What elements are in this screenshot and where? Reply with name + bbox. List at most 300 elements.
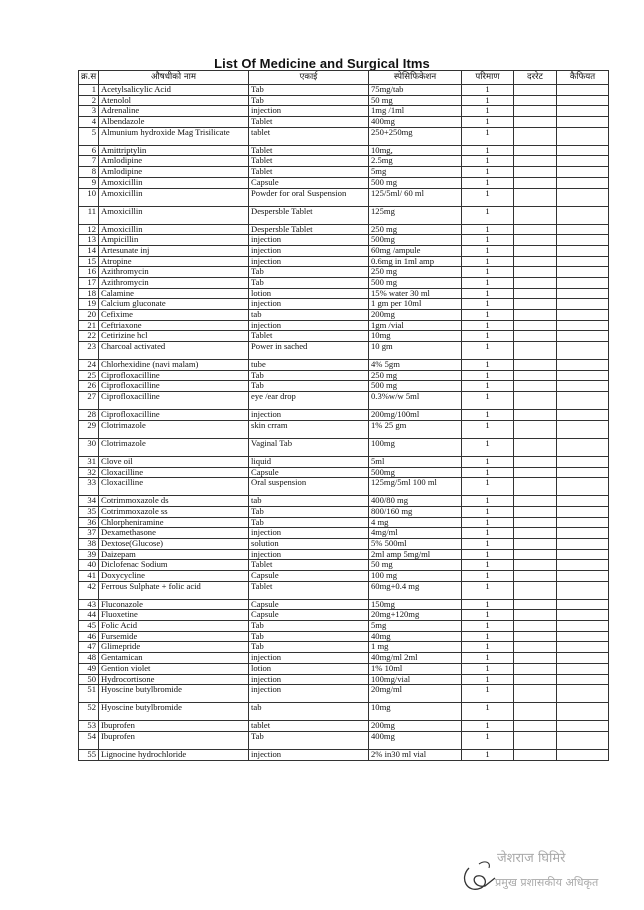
table-row <box>79 360 609 371</box>
row-specification: 10 gm <box>369 342 462 360</box>
row-quantity: 1 <box>462 381 514 392</box>
table-row <box>79 560 609 571</box>
row-sn: 26 <box>79 381 99 392</box>
row-sn: 43 <box>79 599 99 610</box>
row-quantity: 1 <box>462 456 514 467</box>
row-unit: Tablet <box>249 581 369 599</box>
row-medicine-name: Amlodipine <box>99 156 249 167</box>
row-medicine-name: Hyoscine butylbromide <box>99 703 249 721</box>
row-medicine-name: Ciprofloxacilline <box>99 392 249 410</box>
row-medicine-name: Ibuprofen <box>99 721 249 732</box>
row-remarks <box>557 127 609 145</box>
row-specification: 15% water 30 ml <box>369 288 462 299</box>
row-unit: Tablet <box>249 117 369 128</box>
row-remarks <box>557 95 609 106</box>
row-unit: tab <box>249 496 369 507</box>
row-sn: 54 <box>79 731 99 749</box>
row-unit: injection <box>249 320 369 331</box>
row-quantity: 1 <box>462 538 514 549</box>
row-sn: 39 <box>79 549 99 560</box>
row-specification: 800/160 mg <box>369 506 462 517</box>
row-unit: tablet <box>249 127 369 145</box>
row-medicine-name: Amoxicillin <box>99 224 249 235</box>
row-specification: 10mg <box>369 331 462 342</box>
table-row <box>79 342 609 360</box>
row-specification: 500 mg <box>369 277 462 288</box>
row-remarks <box>557 528 609 539</box>
row-unit: Capsule <box>249 467 369 478</box>
row-sn: 35 <box>79 506 99 517</box>
row-unit: Tab <box>249 517 369 528</box>
row-unit: Tablet <box>249 156 369 167</box>
row-unit: Tab <box>249 370 369 381</box>
row-remarks <box>557 167 609 178</box>
row-medicine-name: Artesunate inj <box>99 245 249 256</box>
row-remarks <box>557 256 609 267</box>
row-specification: 2% in30 ml vial <box>369 749 462 760</box>
row-specification: 50 mg <box>369 560 462 571</box>
row-unit: Capsule <box>249 599 369 610</box>
row-sn: 33 <box>79 478 99 496</box>
table-body <box>79 85 609 761</box>
row-unit: injection <box>249 410 369 421</box>
row-rate <box>514 703 557 721</box>
row-quantity: 1 <box>462 288 514 299</box>
table-row <box>79 224 609 235</box>
row-remarks <box>557 277 609 288</box>
table-row <box>79 581 609 599</box>
table-row <box>79 496 609 507</box>
row-specification: 500 mg <box>369 177 462 188</box>
row-medicine-name: Doxycycline <box>99 571 249 582</box>
row-unit: Tab <box>249 642 369 653</box>
row-unit: Tab <box>249 506 369 517</box>
row-remarks <box>557 663 609 674</box>
row-rate <box>514 267 557 278</box>
row-remarks <box>557 288 609 299</box>
row-sn: 52 <box>79 703 99 721</box>
row-rate <box>514 571 557 582</box>
row-medicine-name: Daizepam <box>99 549 249 560</box>
row-rate <box>514 517 557 528</box>
table-row <box>79 506 609 517</box>
row-quantity: 1 <box>462 599 514 610</box>
row-quantity: 1 <box>462 731 514 749</box>
row-quantity: 1 <box>462 749 514 760</box>
row-quantity: 1 <box>462 478 514 496</box>
row-rate <box>514 467 557 478</box>
row-remarks <box>557 749 609 760</box>
signature-line-1: जेशराज घिमिरे <box>497 851 566 866</box>
row-rate <box>514 438 557 456</box>
row-remarks <box>557 506 609 517</box>
header-remarks: कैफियत <box>557 71 609 85</box>
row-remarks <box>557 299 609 310</box>
row-remarks <box>557 145 609 156</box>
row-rate <box>514 410 557 421</box>
row-specification: 75mg/tab <box>369 85 462 96</box>
row-remarks <box>557 538 609 549</box>
row-rate <box>514 299 557 310</box>
table-row <box>79 381 609 392</box>
row-sn: 3 <box>79 106 99 117</box>
row-rate <box>514 177 557 188</box>
row-unit: Tab <box>249 85 369 96</box>
row-quantity: 1 <box>462 310 514 321</box>
row-rate <box>514 721 557 732</box>
header-unit: एकाई <box>249 71 369 85</box>
row-rate <box>514 156 557 167</box>
row-remarks <box>557 235 609 246</box>
row-rate <box>514 456 557 467</box>
row-remarks <box>557 410 609 421</box>
row-rate <box>514 167 557 178</box>
row-medicine-name: Hydrocortisone <box>99 674 249 685</box>
table-row <box>79 370 609 381</box>
row-specification: 125/5ml/ 60 ml <box>369 188 462 206</box>
row-quantity: 1 <box>462 320 514 331</box>
row-specification: 250 mg <box>369 267 462 278</box>
row-specification: 0.3%w/w 5ml <box>369 392 462 410</box>
row-medicine-name: Diclofenac Sodium <box>99 560 249 571</box>
row-medicine-name: Gention violet <box>99 663 249 674</box>
row-medicine-name: Ciprofloxacilline <box>99 410 249 421</box>
row-medicine-name: Atropine <box>99 256 249 267</box>
table-row <box>79 538 609 549</box>
table-row <box>79 256 609 267</box>
row-sn: 2 <box>79 95 99 106</box>
row-unit: Tablet <box>249 560 369 571</box>
row-medicine-name: Folic Acid <box>99 621 249 632</box>
row-unit: injection <box>249 674 369 685</box>
row-rate <box>514 685 557 703</box>
row-sn: 42 <box>79 581 99 599</box>
row-medicine-name: Ampicillin <box>99 235 249 246</box>
row-specification: 10mg <box>369 703 462 721</box>
table-row <box>79 206 609 224</box>
row-quantity: 1 <box>462 642 514 653</box>
row-rate <box>514 245 557 256</box>
row-quantity: 1 <box>462 581 514 599</box>
row-medicine-name: Chlorhexidine (navi malam) <box>99 360 249 371</box>
header-rate: दररेट <box>514 71 557 85</box>
row-rate <box>514 320 557 331</box>
row-medicine-name: Acetylsalicylic Acid <box>99 85 249 96</box>
row-specification: 5ml <box>369 456 462 467</box>
row-remarks <box>557 721 609 732</box>
row-remarks <box>557 731 609 749</box>
row-remarks <box>557 703 609 721</box>
row-quantity: 1 <box>462 653 514 664</box>
row-quantity: 1 <box>462 621 514 632</box>
row-specification: 1gm /vial <box>369 320 462 331</box>
row-remarks <box>557 360 609 371</box>
row-remarks <box>557 206 609 224</box>
row-remarks <box>557 188 609 206</box>
row-specification: 400mg <box>369 117 462 128</box>
row-specification: 500mg <box>369 467 462 478</box>
row-sn: 50 <box>79 674 99 685</box>
table-row <box>79 127 609 145</box>
row-remarks <box>557 456 609 467</box>
table-row <box>79 188 609 206</box>
row-remarks <box>557 560 609 571</box>
row-specification: 2ml amp 5mg/ml <box>369 549 462 560</box>
row-rate <box>514 631 557 642</box>
table-row <box>79 95 609 106</box>
row-sn: 13 <box>79 235 99 246</box>
row-sn: 5 <box>79 127 99 145</box>
row-remarks <box>557 320 609 331</box>
row-quantity: 1 <box>462 106 514 117</box>
row-medicine-name: Amoxicillin <box>99 177 249 188</box>
row-specification: 100mg/vial <box>369 674 462 685</box>
table-row <box>79 420 609 438</box>
row-rate <box>514 256 557 267</box>
row-remarks <box>557 478 609 496</box>
table-row <box>79 631 609 642</box>
row-quantity: 1 <box>462 410 514 421</box>
row-rate <box>514 127 557 145</box>
table-row <box>79 610 609 621</box>
row-remarks <box>557 245 609 256</box>
row-remarks <box>557 642 609 653</box>
row-sn: 11 <box>79 206 99 224</box>
row-remarks <box>557 610 609 621</box>
row-quantity: 1 <box>462 703 514 721</box>
row-unit: injection <box>249 528 369 539</box>
row-specification: 4 mg <box>369 517 462 528</box>
row-quantity: 1 <box>462 360 514 371</box>
row-sn: 55 <box>79 749 99 760</box>
row-quantity: 1 <box>462 560 514 571</box>
row-quantity: 1 <box>462 117 514 128</box>
row-specification: 200mg <box>369 721 462 732</box>
row-unit: liquid <box>249 456 369 467</box>
row-rate <box>514 188 557 206</box>
row-rate <box>514 581 557 599</box>
row-unit: Tab <box>249 277 369 288</box>
row-sn: 28 <box>79 410 99 421</box>
row-unit: lotion <box>249 663 369 674</box>
row-rate <box>514 749 557 760</box>
page-title: List Of Medicine and Surgical Itms <box>214 56 430 71</box>
row-quantity: 1 <box>462 145 514 156</box>
row-unit: Tab <box>249 267 369 278</box>
row-specification: 1mg /1ml <box>369 106 462 117</box>
row-quantity: 1 <box>462 206 514 224</box>
table-row <box>79 310 609 321</box>
row-sn: 29 <box>79 420 99 438</box>
table-row <box>79 85 609 96</box>
row-sn: 37 <box>79 528 99 539</box>
table-row <box>79 517 609 528</box>
row-sn: 22 <box>79 331 99 342</box>
row-specification: 60mg+0.4 mg <box>369 581 462 599</box>
row-remarks <box>557 685 609 703</box>
row-unit: Power in sached <box>249 342 369 360</box>
row-unit: solution <box>249 538 369 549</box>
table-row <box>79 410 609 421</box>
row-sn: 7 <box>79 156 99 167</box>
table-row <box>79 685 609 703</box>
row-sn: 14 <box>79 245 99 256</box>
row-quantity: 1 <box>462 188 514 206</box>
table-row <box>79 156 609 167</box>
row-unit: lotion <box>249 288 369 299</box>
row-remarks <box>557 420 609 438</box>
row-quantity: 1 <box>462 245 514 256</box>
row-rate <box>514 599 557 610</box>
row-sn: 47 <box>79 642 99 653</box>
row-remarks <box>557 106 609 117</box>
table-row <box>79 167 609 178</box>
signature-graphic <box>455 838 644 900</box>
row-medicine-name: Dexamethasone <box>99 528 249 539</box>
row-medicine-name: Almunium hydroxide Mag Trisilicate <box>99 127 249 145</box>
row-unit: Tab <box>249 381 369 392</box>
row-medicine-name: Amoxicillin <box>99 206 249 224</box>
row-unit: Despersble Tablet <box>249 224 369 235</box>
row-specification: 4% 5gm <box>369 360 462 371</box>
row-specification: 1 gm per 10ml <box>369 299 462 310</box>
row-medicine-name: Cefixime <box>99 310 249 321</box>
table-row <box>79 145 609 156</box>
row-medicine-name: Cloxacilline <box>99 467 249 478</box>
row-medicine-name: Charcoal activated <box>99 342 249 360</box>
table-row <box>79 277 609 288</box>
row-unit: injection <box>249 245 369 256</box>
row-remarks <box>557 331 609 342</box>
row-remarks <box>557 85 609 96</box>
row-medicine-name: Adrenaline <box>99 106 249 117</box>
row-medicine-name: Cetirizine hcl <box>99 331 249 342</box>
row-specification: 2.5mg <box>369 156 462 167</box>
row-remarks <box>557 156 609 167</box>
signature-line-2: प्रमुख प्रशासकीय अधिकृत <box>495 876 599 889</box>
row-medicine-name: Clove oil <box>99 456 249 467</box>
row-specification: 4mg/ml <box>369 528 462 539</box>
row-sn: 46 <box>79 631 99 642</box>
row-remarks <box>557 224 609 235</box>
table-row <box>79 642 609 653</box>
table-row <box>79 331 609 342</box>
row-rate <box>514 621 557 632</box>
row-quantity: 1 <box>462 496 514 507</box>
row-quantity: 1 <box>462 156 514 167</box>
row-remarks <box>557 571 609 582</box>
row-sn: 23 <box>79 342 99 360</box>
row-sn: 31 <box>79 456 99 467</box>
table-row <box>79 438 609 456</box>
row-medicine-name: Amittriptylin <box>99 145 249 156</box>
row-unit: Tab <box>249 731 369 749</box>
row-unit: tablet <box>249 721 369 732</box>
row-remarks <box>557 517 609 528</box>
row-specification: 100 mg <box>369 571 462 582</box>
row-rate <box>514 653 557 664</box>
row-remarks <box>557 310 609 321</box>
row-quantity: 1 <box>462 177 514 188</box>
row-unit: Capsule <box>249 177 369 188</box>
row-remarks <box>557 621 609 632</box>
row-sn: 45 <box>79 621 99 632</box>
row-sn: 49 <box>79 663 99 674</box>
row-unit: Vaginal Tab <box>249 438 369 456</box>
row-specification: 20mg+120mg <box>369 610 462 621</box>
table-row <box>79 621 609 632</box>
row-medicine-name: Ibuprofen <box>99 731 249 749</box>
table-row <box>79 267 609 278</box>
row-remarks <box>557 496 609 507</box>
row-medicine-name: Glimepride <box>99 642 249 653</box>
row-quantity: 1 <box>462 674 514 685</box>
row-medicine-name: Cloxacilline <box>99 478 249 496</box>
row-rate <box>514 235 557 246</box>
row-quantity: 1 <box>462 631 514 642</box>
row-medicine-name: Fluconazole <box>99 599 249 610</box>
row-rate <box>514 288 557 299</box>
row-unit: Powder for oral Suspension <box>249 188 369 206</box>
row-medicine-name: Ceftriaxone <box>99 320 249 331</box>
row-quantity: 1 <box>462 663 514 674</box>
row-unit: Oral suspension <box>249 478 369 496</box>
row-specification: 500mg <box>369 235 462 246</box>
row-unit: eye /ear drop <box>249 392 369 410</box>
row-rate <box>514 560 557 571</box>
row-medicine-name: Fursemide <box>99 631 249 642</box>
row-sn: 4 <box>79 117 99 128</box>
row-sn: 10 <box>79 188 99 206</box>
row-specification: 0.6mg in 1ml amp <box>369 256 462 267</box>
row-remarks <box>557 342 609 360</box>
row-rate <box>514 538 557 549</box>
row-remarks <box>557 631 609 642</box>
row-sn: 1 <box>79 85 99 96</box>
row-quantity: 1 <box>462 256 514 267</box>
row-specification: 250 mg <box>369 370 462 381</box>
row-sn: 17 <box>79 277 99 288</box>
row-specification: 250+250mg <box>369 127 462 145</box>
table-row <box>79 599 609 610</box>
row-sn: 12 <box>79 224 99 235</box>
row-specification: 1 mg <box>369 642 462 653</box>
row-remarks <box>557 381 609 392</box>
header-sn: क्र.स <box>79 71 99 85</box>
row-unit: tab <box>249 310 369 321</box>
row-unit: Tablet <box>249 331 369 342</box>
row-sn: 40 <box>79 560 99 571</box>
row-medicine-name: Ciprofloxacilline <box>99 370 249 381</box>
row-medicine-name: Fluoxetine <box>99 610 249 621</box>
row-remarks <box>557 549 609 560</box>
row-sn: 19 <box>79 299 99 310</box>
row-rate <box>514 106 557 117</box>
row-quantity: 1 <box>462 571 514 582</box>
row-specification: 40mg/ml 2ml <box>369 653 462 664</box>
table-row <box>79 245 609 256</box>
row-sn: 32 <box>79 467 99 478</box>
row-rate <box>514 370 557 381</box>
row-remarks <box>557 117 609 128</box>
row-unit: Tablet <box>249 145 369 156</box>
table-row <box>79 320 609 331</box>
row-rate <box>514 731 557 749</box>
row-medicine-name: Gentamican <box>99 653 249 664</box>
table-row <box>79 288 609 299</box>
row-rate <box>514 342 557 360</box>
table-row <box>79 106 609 117</box>
